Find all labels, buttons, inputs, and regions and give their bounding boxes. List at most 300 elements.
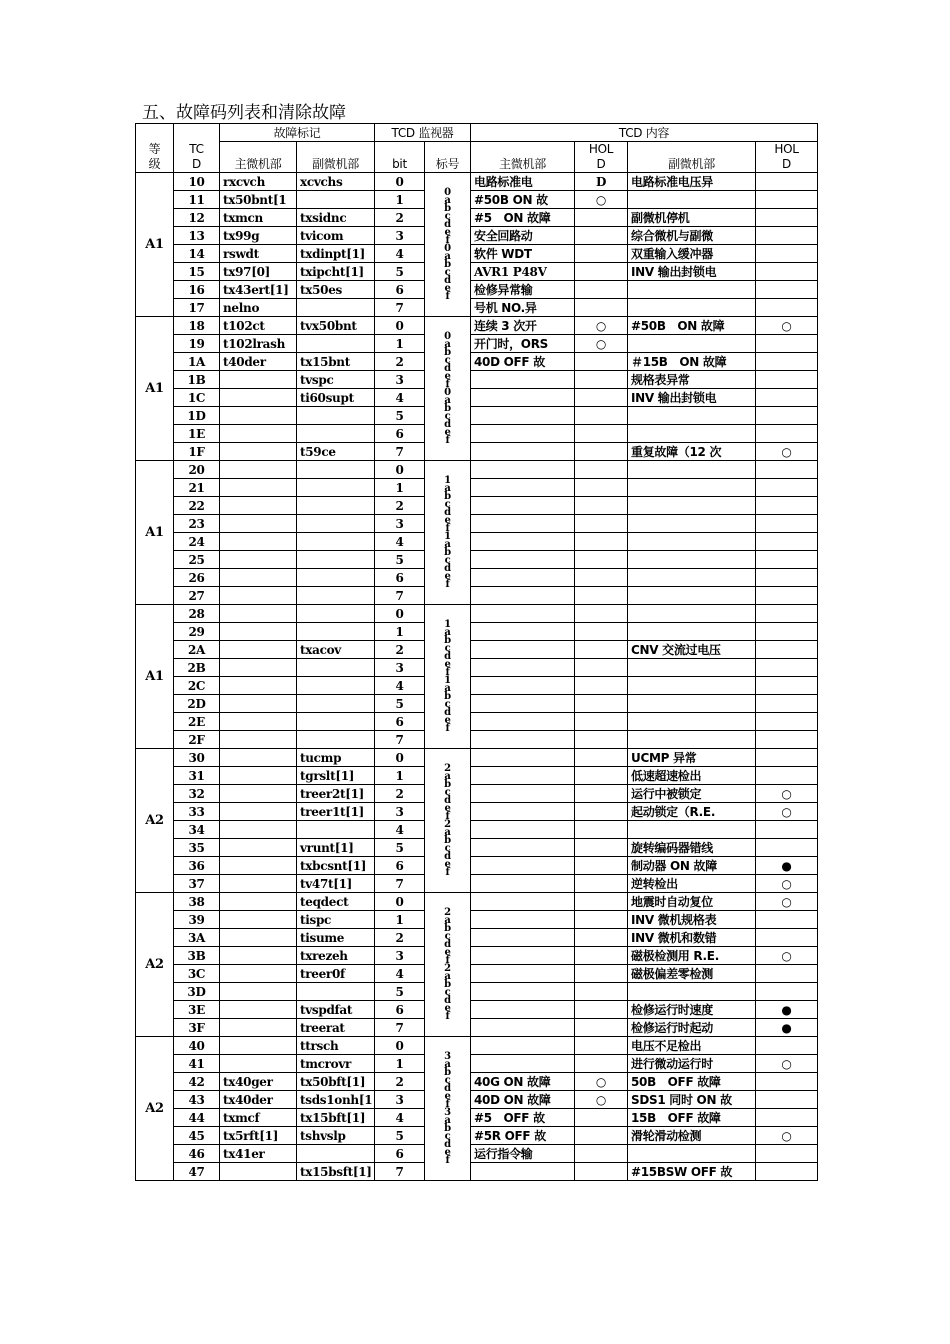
- content-sub-cell: [628, 515, 756, 533]
- content-main-cell: [471, 497, 575, 515]
- bit-cell: 2: [375, 929, 425, 947]
- tcd-code-cell: 2C: [174, 677, 220, 695]
- tcd-code-cell: 3B: [174, 947, 220, 965]
- main-cpu-mark-cell: [220, 623, 297, 641]
- hold-main-cell: [575, 515, 628, 533]
- main-cpu-mark-cell: [220, 659, 297, 677]
- content-main-cell: [471, 425, 575, 443]
- main-cpu-mark-cell: [220, 749, 297, 767]
- hold-sub-cell: [756, 407, 818, 425]
- table-row: [136, 623, 818, 641]
- sub-cpu-mark-cell: [297, 1145, 375, 1163]
- main-cpu-mark-cell: [220, 533, 297, 551]
- main-cpu-mark-cell: [220, 479, 297, 497]
- content-sub-cell: 副微机停机: [628, 209, 756, 227]
- sub-cpu-mark-cell: tx50bft[1]: [297, 1073, 375, 1091]
- table-row: [136, 1091, 818, 1109]
- content-sub-cell: [628, 983, 756, 1001]
- hold-sub-cell: [756, 1091, 818, 1109]
- content-main-cell: 软件 WDT: [471, 245, 575, 263]
- tcd-code-cell: 27: [174, 587, 220, 605]
- hold-sub-cell: [756, 227, 818, 245]
- tcd-code-cell: 38: [174, 893, 220, 911]
- content-sub-cell: 综合微机与副微: [628, 227, 756, 245]
- content-sub-cell: [628, 407, 756, 425]
- main-cpu-mark-cell: tx50bnt[1: [220, 191, 297, 209]
- page-heading: 五、故障码列表和清除故障: [142, 103, 346, 123]
- sub-cpu-mark-cell: tx15bsft[1]: [297, 1163, 375, 1181]
- content-sub-cell: 滑轮滑动检测: [628, 1127, 756, 1145]
- grade-cell: A1: [136, 317, 174, 461]
- monitor-mark-cell: 2abcdef2abcdef: [425, 893, 471, 1037]
- header-hold-sub: HOL D: [756, 142, 818, 173]
- hold-main-cell: [575, 677, 628, 695]
- content-main-cell: [471, 767, 575, 785]
- content-sub-cell: [628, 713, 756, 731]
- grade-cell: A1: [136, 605, 174, 749]
- sub-cpu-mark-cell: ttrsch: [297, 1037, 375, 1055]
- header-content-main: 主微机部: [471, 142, 575, 173]
- hold-sub-cell: [756, 353, 818, 371]
- hold-sub-cell: [756, 389, 818, 407]
- hold-sub-cell: [756, 587, 818, 605]
- content-main-cell: [471, 947, 575, 965]
- main-cpu-mark-cell: [220, 1001, 297, 1019]
- bit-cell: 6: [375, 425, 425, 443]
- tcd-code-cell: 1F: [174, 443, 220, 461]
- bit-cell: 0: [375, 893, 425, 911]
- hold-sub-cell: [756, 983, 818, 1001]
- monitor-mark-cell: 0abcdef0abcdef: [425, 173, 471, 317]
- content-main-cell: [471, 407, 575, 425]
- hold-main-cell: [575, 479, 628, 497]
- hold-sub-cell: [756, 605, 818, 623]
- hold-main-cell: [575, 407, 628, 425]
- tcd-code-cell: 35: [174, 839, 220, 857]
- bit-cell: 0: [375, 461, 425, 479]
- hold-main-cell: ○: [575, 191, 628, 209]
- content-sub-cell: INV 微机规格表: [628, 911, 756, 929]
- bit-cell: 3: [375, 227, 425, 245]
- hold-main-cell: [575, 659, 628, 677]
- header-mark: 标号: [425, 142, 471, 173]
- content-main-cell: [471, 1055, 575, 1073]
- table-row: [136, 263, 818, 281]
- tcd-code-cell: 23: [174, 515, 220, 533]
- table-row: [136, 1145, 818, 1163]
- sub-cpu-mark-cell: tx15bft[1]: [297, 1109, 375, 1127]
- table-row: [136, 1127, 818, 1145]
- sub-cpu-mark-cell: txdinpt[1]: [297, 245, 375, 263]
- hold-main-cell: [575, 389, 628, 407]
- content-main-cell: [471, 911, 575, 929]
- main-cpu-mark-cell: [220, 425, 297, 443]
- table-row: [136, 497, 818, 515]
- hold-sub-cell: ○: [756, 443, 818, 461]
- content-main-cell: [471, 443, 575, 461]
- table-row: [136, 893, 818, 911]
- tcd-code-cell: 2B: [174, 659, 220, 677]
- content-sub-cell: [628, 425, 756, 443]
- header-grade: 等 级: [136, 124, 174, 173]
- tcd-code-cell: 26: [174, 569, 220, 587]
- tcd-code-cell: 43: [174, 1091, 220, 1109]
- main-cpu-mark-cell: tx99g: [220, 227, 297, 245]
- hold-sub-cell: [756, 1163, 818, 1181]
- header-fault-mark: 故障标记: [220, 124, 375, 142]
- content-main-cell: [471, 965, 575, 983]
- sub-cpu-mark-cell: treer2t[1]: [297, 785, 375, 803]
- sub-cpu-mark-cell: [297, 425, 375, 443]
- table-row: [136, 407, 818, 425]
- content-main-cell: [471, 857, 575, 875]
- table-row: [136, 605, 818, 623]
- tcd-code-cell: 16: [174, 281, 220, 299]
- content-sub-cell: 规格表异常: [628, 371, 756, 389]
- sub-cpu-mark-cell: tucmp: [297, 749, 375, 767]
- tcd-code-cell: 21: [174, 479, 220, 497]
- content-sub-cell: [628, 1145, 756, 1163]
- table-row: [136, 515, 818, 533]
- bit-cell: 6: [375, 1145, 425, 1163]
- content-sub-cell: 50B OFF 故障: [628, 1073, 756, 1091]
- bit-cell: 0: [375, 173, 425, 191]
- content-main-cell: [471, 731, 575, 749]
- table-body: [136, 173, 818, 1181]
- header-sub-cpu: 副微机部: [297, 142, 375, 173]
- content-sub-cell: [628, 533, 756, 551]
- main-cpu-mark-cell: [220, 551, 297, 569]
- content-sub-cell: [628, 695, 756, 713]
- tcd-code-cell: 17: [174, 299, 220, 317]
- content-sub-cell: [628, 659, 756, 677]
- tcd-code-cell: 1C: [174, 389, 220, 407]
- content-sub-cell: INV 输出封锁电: [628, 389, 756, 407]
- bit-cell: 7: [375, 875, 425, 893]
- monitor-mark-cell: 1abcdef1abcdef: [425, 461, 471, 605]
- bit-cell: 0: [375, 317, 425, 335]
- content-main-cell: [471, 533, 575, 551]
- hold-sub-cell: [756, 173, 818, 191]
- main-cpu-mark-cell: [220, 569, 297, 587]
- bit-cell: 2: [375, 353, 425, 371]
- hold-sub-cell: [756, 839, 818, 857]
- bit-cell: 4: [375, 677, 425, 695]
- content-main-cell: 40D OFF 故: [471, 353, 575, 371]
- bit-cell: 1: [375, 335, 425, 353]
- hold-main-cell: [575, 551, 628, 569]
- main-cpu-mark-cell: tx40der: [220, 1091, 297, 1109]
- content-sub-cell: INV 输出封锁电: [628, 263, 756, 281]
- content-main-cell: [471, 623, 575, 641]
- content-main-cell: [471, 605, 575, 623]
- bit-cell: 3: [375, 659, 425, 677]
- hold-main-cell: [575, 713, 628, 731]
- sub-cpu-mark-cell: tispc: [297, 911, 375, 929]
- hold-sub-cell: [756, 299, 818, 317]
- hold-main-cell: [575, 245, 628, 263]
- tcd-code-cell: 2D: [174, 695, 220, 713]
- content-main-cell: [471, 677, 575, 695]
- tcd-code-cell: 20: [174, 461, 220, 479]
- sub-cpu-mark-cell: [297, 695, 375, 713]
- table-row: [136, 245, 818, 263]
- bit-cell: 0: [375, 749, 425, 767]
- hold-main-cell: [575, 371, 628, 389]
- table-row: [136, 677, 818, 695]
- sub-cpu-mark-cell: [297, 731, 375, 749]
- hold-sub-cell: [756, 425, 818, 443]
- table-row: [136, 785, 818, 803]
- table-row: [136, 983, 818, 1001]
- main-cpu-mark-cell: [220, 929, 297, 947]
- sub-cpu-mark-cell: [297, 659, 375, 677]
- bit-cell: 2: [375, 785, 425, 803]
- main-cpu-mark-cell: [220, 605, 297, 623]
- table-row: [136, 1073, 818, 1091]
- bit-cell: 6: [375, 713, 425, 731]
- content-sub-cell: [628, 587, 756, 605]
- content-sub-cell: #50B ON 故障: [628, 317, 756, 335]
- tcd-code-cell: 3F: [174, 1019, 220, 1037]
- sub-cpu-mark-cell: xcvchs: [297, 173, 375, 191]
- table-row: [136, 839, 818, 857]
- hold-main-cell: [575, 1163, 628, 1181]
- content-main-cell: [471, 929, 575, 947]
- content-main-cell: 号机 NO.异: [471, 299, 575, 317]
- content-sub-cell: 电路标准电压异: [628, 173, 756, 191]
- fault-code-table: [135, 123, 818, 1181]
- hold-main-cell: ○: [575, 1091, 628, 1109]
- hold-sub-cell: [756, 245, 818, 263]
- hold-main-cell: [575, 569, 628, 587]
- hold-main-cell: [575, 947, 628, 965]
- content-main-cell: [471, 749, 575, 767]
- sub-cpu-mark-cell: txsidnc: [297, 209, 375, 227]
- hold-main-cell: [575, 875, 628, 893]
- sub-cpu-mark-cell: [297, 569, 375, 587]
- main-cpu-mark-cell: [220, 407, 297, 425]
- bit-cell: 5: [375, 695, 425, 713]
- table-row: [136, 641, 818, 659]
- content-sub-cell: [628, 821, 756, 839]
- tcd-code-cell: 40: [174, 1037, 220, 1055]
- hold-main-cell: [575, 803, 628, 821]
- sub-cpu-mark-cell: [297, 677, 375, 695]
- main-cpu-mark-cell: [220, 785, 297, 803]
- content-main-cell: 安全回路动: [471, 227, 575, 245]
- content-sub-cell: [628, 299, 756, 317]
- bit-cell: 6: [375, 1001, 425, 1019]
- hold-sub-cell: [756, 695, 818, 713]
- table-row: [136, 335, 818, 353]
- sub-cpu-mark-cell: tmcrovr: [297, 1055, 375, 1073]
- hold-sub-cell: ○: [756, 1055, 818, 1073]
- hold-sub-cell: [756, 659, 818, 677]
- tcd-code-cell: 19: [174, 335, 220, 353]
- grade-cell: A2: [136, 749, 174, 893]
- sub-cpu-mark-cell: [297, 479, 375, 497]
- hold-main-cell: ○: [575, 1073, 628, 1091]
- hold-main-cell: [575, 785, 628, 803]
- monitor-mark-cell: 2abcdef2abcdef: [425, 749, 471, 893]
- main-cpu-mark-cell: rxcvch: [220, 173, 297, 191]
- bit-cell: 7: [375, 1019, 425, 1037]
- content-sub-cell: [628, 677, 756, 695]
- monitor-mark-cell: 3abcdef3abcdef: [425, 1037, 471, 1181]
- hold-main-cell: [575, 821, 628, 839]
- sub-cpu-mark-cell: [297, 191, 375, 209]
- main-cpu-mark-cell: [220, 497, 297, 515]
- header-row-1: [136, 124, 818, 142]
- tcd-code-cell: 37: [174, 875, 220, 893]
- content-sub-cell: CNV 交流过电压: [628, 641, 756, 659]
- content-main-cell: 运行指令输: [471, 1145, 575, 1163]
- sub-cpu-mark-cell: treerat: [297, 1019, 375, 1037]
- table-row: [136, 317, 818, 335]
- bit-cell: 0: [375, 1037, 425, 1055]
- bit-cell: 5: [375, 1127, 425, 1145]
- table-row: [136, 353, 818, 371]
- content-sub-cell: [628, 497, 756, 515]
- table-row: [136, 731, 818, 749]
- main-cpu-mark-cell: [220, 965, 297, 983]
- content-sub-cell: 检修运行时速度: [628, 1001, 756, 1019]
- main-cpu-mark-cell: [220, 803, 297, 821]
- bit-cell: 7: [375, 1163, 425, 1181]
- hold-sub-cell: [756, 911, 818, 929]
- bit-cell: 5: [375, 551, 425, 569]
- content-main-cell: 连续 3 次开: [471, 317, 575, 335]
- hold-sub-cell: ○: [756, 893, 818, 911]
- hold-sub-cell: [756, 713, 818, 731]
- tcd-code-cell: 1A: [174, 353, 220, 371]
- tcd-code-cell: 11: [174, 191, 220, 209]
- content-main-cell: [471, 785, 575, 803]
- table-row: [136, 749, 818, 767]
- hold-sub-cell: [756, 965, 818, 983]
- hold-sub-cell: [756, 497, 818, 515]
- hold-sub-cell: ○: [756, 317, 818, 335]
- table-row: [136, 695, 818, 713]
- sub-cpu-mark-cell: tvicom: [297, 227, 375, 245]
- sub-cpu-mark-cell: [297, 533, 375, 551]
- content-main-cell: [471, 803, 575, 821]
- sub-cpu-mark-cell: [297, 335, 375, 353]
- sub-cpu-mark-cell: [297, 713, 375, 731]
- header-row-2: [136, 142, 818, 173]
- bit-cell: 4: [375, 389, 425, 407]
- content-main-cell: [471, 893, 575, 911]
- hold-sub-cell: [756, 371, 818, 389]
- sub-cpu-mark-cell: tvspc: [297, 371, 375, 389]
- main-cpu-mark-cell: [220, 821, 297, 839]
- content-main-cell: AVR1 P48V: [471, 263, 575, 281]
- content-sub-cell: 制动器 ON 故障: [628, 857, 756, 875]
- main-cpu-mark-cell: txmcn: [220, 209, 297, 227]
- main-cpu-mark-cell: [220, 893, 297, 911]
- content-main-cell: [471, 875, 575, 893]
- sub-cpu-mark-cell: txacov: [297, 641, 375, 659]
- hold-main-cell: [575, 281, 628, 299]
- main-cpu-mark-cell: [220, 515, 297, 533]
- bit-cell: 5: [375, 839, 425, 857]
- hold-main-cell: [575, 623, 628, 641]
- table-row: [136, 947, 818, 965]
- content-main-cell: [471, 569, 575, 587]
- bit-cell: 6: [375, 857, 425, 875]
- hold-main-cell: [575, 263, 628, 281]
- content-main-cell: 40D ON 故障: [471, 1091, 575, 1109]
- table-row: [136, 875, 818, 893]
- main-cpu-mark-cell: [220, 983, 297, 1001]
- content-sub-cell: ＃15B ON 故障: [628, 353, 756, 371]
- hold-sub-cell: [756, 749, 818, 767]
- table-row: [136, 713, 818, 731]
- table-row: [136, 209, 818, 227]
- sub-cpu-mark-cell: tisume: [297, 929, 375, 947]
- table-row: [136, 1001, 818, 1019]
- content-sub-cell: 低速超速检出: [628, 767, 756, 785]
- table-row: [136, 551, 818, 569]
- main-cpu-mark-cell: [220, 695, 297, 713]
- tcd-code-cell: 3D: [174, 983, 220, 1001]
- hold-sub-cell: [756, 533, 818, 551]
- content-sub-cell: SDS1 同时 ON 故: [628, 1091, 756, 1109]
- table-row: [136, 173, 818, 191]
- table-row: [136, 461, 818, 479]
- tcd-code-cell: 32: [174, 785, 220, 803]
- main-cpu-mark-cell: [220, 713, 297, 731]
- bit-cell: 1: [375, 911, 425, 929]
- content-sub-cell: INV 微机和数错: [628, 929, 756, 947]
- content-sub-cell: 进行微动运行时: [628, 1055, 756, 1073]
- hold-main-cell: [575, 839, 628, 857]
- header-content: TCD 内容: [471, 124, 818, 142]
- content-main-cell: 电路标准电: [471, 173, 575, 191]
- sub-cpu-mark-cell: [297, 821, 375, 839]
- bit-cell: 3: [375, 947, 425, 965]
- tcd-code-cell: 31: [174, 767, 220, 785]
- hold-sub-cell: [756, 209, 818, 227]
- sub-cpu-mark-cell: txipcht[1]: [297, 263, 375, 281]
- table-row: [136, 281, 818, 299]
- bit-cell: 1: [375, 623, 425, 641]
- hold-main-cell: [575, 299, 628, 317]
- hold-main-cell: [575, 983, 628, 1001]
- content-main-cell: [471, 713, 575, 731]
- sub-cpu-mark-cell: tvx50bnt: [297, 317, 375, 335]
- content-sub-cell: 起动锁定（R.E.: [628, 803, 756, 821]
- main-cpu-mark-cell: [220, 875, 297, 893]
- content-sub-cell: 双重输入缓冲器: [628, 245, 756, 263]
- bit-cell: 5: [375, 983, 425, 1001]
- sub-cpu-mark-cell: [297, 587, 375, 605]
- bit-cell: 7: [375, 299, 425, 317]
- table-row: [136, 443, 818, 461]
- tcd-code-cell: 41: [174, 1055, 220, 1073]
- monitor-mark-cell: 1abcdef1abcdef: [425, 605, 471, 749]
- tcd-code-cell: 34: [174, 821, 220, 839]
- main-cpu-mark-cell: [220, 911, 297, 929]
- hold-sub-cell: [756, 551, 818, 569]
- main-cpu-mark-cell: [220, 731, 297, 749]
- tcd-code-cell: 45: [174, 1127, 220, 1145]
- tcd-code-cell: 13: [174, 227, 220, 245]
- main-cpu-mark-cell: [220, 677, 297, 695]
- content-main-cell: [471, 821, 575, 839]
- sub-cpu-mark-cell: treer1t[1]: [297, 803, 375, 821]
